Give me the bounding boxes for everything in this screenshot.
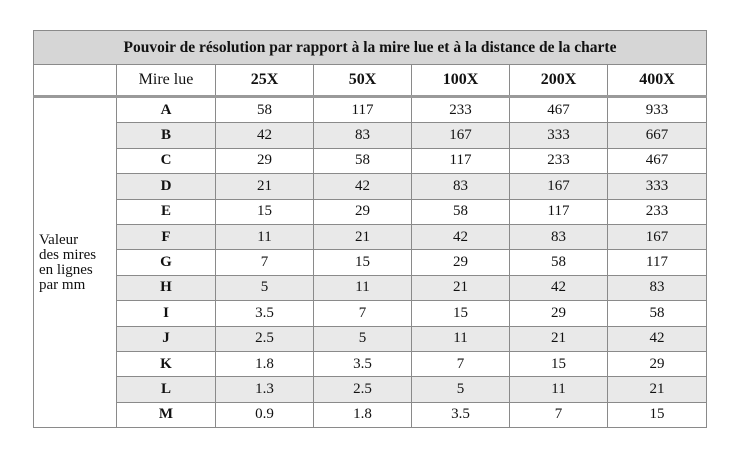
value-cell: 2.5 — [216, 326, 314, 351]
mire-label-cell: J — [117, 326, 216, 351]
value-cell: 7 — [510, 402, 608, 427]
mire-label-cell: G — [117, 250, 216, 275]
table-row — [34, 377, 707, 402]
value-cell: 117 — [608, 250, 707, 275]
value-cell: 42 — [412, 224, 510, 249]
value-cell: 42 — [510, 275, 608, 300]
value-cell: 58 — [608, 301, 707, 326]
value-cell: 5 — [412, 377, 510, 402]
header-mag-400x: 400X — [608, 65, 707, 97]
mire-label-cell: A — [117, 97, 216, 123]
value-cell: 21 — [608, 377, 707, 402]
mire-label-cell: D — [117, 174, 216, 199]
value-cell: 667 — [608, 123, 707, 148]
table-row — [34, 97, 707, 123]
value-cell: 58 — [216, 97, 314, 123]
mire-label-cell: C — [117, 148, 216, 173]
table-row — [34, 301, 707, 326]
value-cell: 83 — [314, 123, 412, 148]
value-cell: 21 — [510, 326, 608, 351]
table-row — [34, 402, 707, 427]
value-cell: 167 — [412, 123, 510, 148]
value-cell: 7 — [314, 301, 412, 326]
value-cell: 42 — [216, 123, 314, 148]
value-cell: 11 — [216, 224, 314, 249]
side-label — [34, 97, 117, 428]
value-cell: 1.8 — [216, 351, 314, 376]
value-cell: 21 — [412, 275, 510, 300]
side-label-line: en lignes — [39, 261, 93, 278]
value-cell: 1.3 — [216, 377, 314, 402]
side-label-line: Valeur — [39, 231, 79, 248]
value-cell: 933 — [608, 97, 707, 123]
value-cell: 5 — [314, 326, 412, 351]
header-mag-25x: 25X — [216, 65, 314, 97]
value-cell: 333 — [510, 123, 608, 148]
table-row — [34, 275, 707, 300]
header-empty-cell — [34, 65, 117, 97]
value-cell: 15 — [314, 250, 412, 275]
table-row — [34, 250, 707, 275]
mire-label-cell: H — [117, 275, 216, 300]
header-mag-200x: 200X — [510, 65, 608, 97]
value-cell: 2.5 — [314, 377, 412, 402]
mire-label-cell: B — [117, 123, 216, 148]
value-cell: 233 — [608, 199, 707, 224]
value-cell: 15 — [510, 351, 608, 376]
value-cell: 467 — [608, 148, 707, 173]
side-label-line: par mm — [39, 276, 86, 293]
mire-label-cell: F — [117, 224, 216, 249]
mire-label-cell: L — [117, 377, 216, 402]
value-cell: 15 — [216, 199, 314, 224]
header-row — [34, 65, 707, 97]
value-cell: 11 — [412, 326, 510, 351]
value-cell: 29 — [608, 351, 707, 376]
table-row — [34, 174, 707, 199]
value-cell: 58 — [314, 148, 412, 173]
resolution-table — [33, 30, 707, 428]
value-cell: 117 — [314, 97, 412, 123]
title-row — [34, 31, 707, 65]
header-mag-50x: 50X — [314, 65, 412, 97]
table-row — [34, 199, 707, 224]
value-cell: 467 — [510, 97, 608, 123]
table-body — [34, 97, 707, 428]
mire-label-cell: K — [117, 351, 216, 376]
value-cell: 21 — [314, 224, 412, 249]
value-cell: 29 — [412, 250, 510, 275]
value-cell: 233 — [412, 97, 510, 123]
mire-label-cell: I — [117, 301, 216, 326]
table-row — [34, 148, 707, 173]
value-cell: 3.5 — [216, 301, 314, 326]
table-row — [34, 123, 707, 148]
value-cell: 58 — [510, 250, 608, 275]
value-cell: 5 — [216, 275, 314, 300]
value-cell: 83 — [510, 224, 608, 249]
value-cell: 42 — [608, 326, 707, 351]
value-cell: 11 — [314, 275, 412, 300]
value-cell: 7 — [216, 250, 314, 275]
value-cell: 15 — [412, 301, 510, 326]
value-cell: 167 — [510, 174, 608, 199]
value-cell: 333 — [608, 174, 707, 199]
value-cell: 3.5 — [314, 351, 412, 376]
mire-label-cell: M — [117, 402, 216, 427]
value-cell: 1.8 — [314, 402, 412, 427]
mire-label-cell: E — [117, 199, 216, 224]
value-cell: 42 — [314, 174, 412, 199]
table-row — [34, 224, 707, 249]
table-row — [34, 351, 707, 376]
value-cell: 117 — [510, 199, 608, 224]
value-cell: 3.5 — [412, 402, 510, 427]
value-cell: 58 — [412, 199, 510, 224]
value-cell: 29 — [510, 301, 608, 326]
value-cell: 233 — [510, 148, 608, 173]
value-cell: 29 — [314, 199, 412, 224]
value-cell: 21 — [216, 174, 314, 199]
value-cell: 83 — [608, 275, 707, 300]
value-cell: 0.9 — [216, 402, 314, 427]
value-cell: 117 — [412, 148, 510, 173]
value-cell: 167 — [608, 224, 707, 249]
value-cell: 83 — [412, 174, 510, 199]
table-title: Pouvoir de résolution par rapport à la mire lue et à la distance de la charte — [34, 31, 707, 65]
header-mag-100x: 100X — [412, 65, 510, 97]
value-cell: 11 — [510, 377, 608, 402]
header-mire-label: Mire lue — [117, 65, 216, 97]
table-row — [34, 326, 707, 351]
value-cell: 15 — [608, 402, 707, 427]
value-cell: 29 — [216, 148, 314, 173]
value-cell: 7 — [412, 351, 510, 376]
side-label-line: des mires — [39, 246, 97, 263]
